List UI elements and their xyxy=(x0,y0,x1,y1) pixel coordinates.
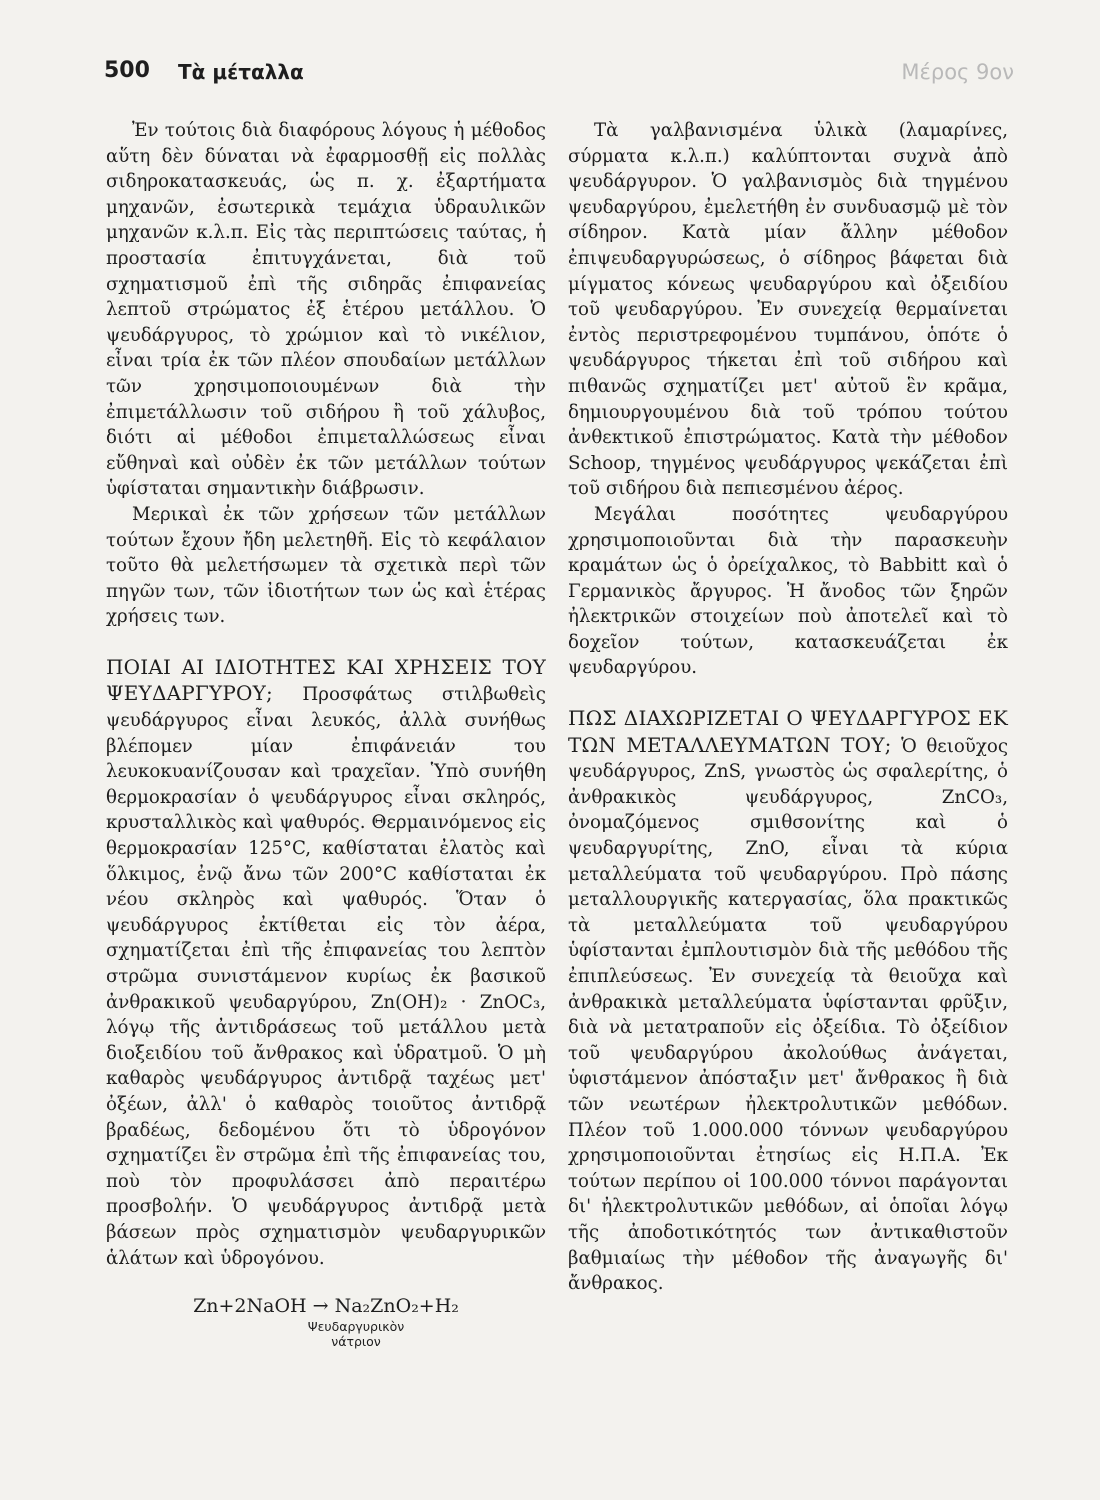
section-paragraph xyxy=(106,655,546,1271)
paragraph: Μερικαὶ ἐκ τῶν χρήσεων τῶν μετάλλων τούτων ἔχουν ἤδη μελετηθῆ. Εἰς τὸ κεφάλαιον τοῦτο θὰ μελετήσωμεν τὰ σχετικὰ περὶ τῶν πηγῶν των, τῶν ἰδιοτήτων των ὡς καὶ ἑτέρας χρήσεις των. xyxy=(106,503,546,628)
left-column xyxy=(106,118,546,1349)
paragraph: Τὰ γαλβανισμένα ὑλικὰ (λαμαρίνες, σύρματα κ.λ.π.) καλύπτονται συχνὰ ἀπὸ ψευδάργυρον. Ὁ γαλβανισμὸς διὰ τηγμένου ψευδαργύρου, ἐμελετήθη ἐν συνδυασμῷ μὲ τὸν σίδηρον. Κατὰ μίαν ἄλλην μέθοδον ἐπιψευδαργυρώσεως, ὁ σίδηρος βάφεται διὰ μίγματος κόνεως ψευδαργύρου καὶ ὀξειδίου τοῦ ψευδαργύρου. Ἐν συνεχείᾳ θερμαίνεται ἐντὸς περιστρεφομένου τυμπάνου, ὁπότε ὁ ψευδάργυρος τήκεται ἐπὶ τοῦ σιδήρου καὶ πιθανῶς σχηματίζει μετ' αὐτοῦ ἓν κρᾶμα, δημιουργουμένου διὰ τοῦ τρόπου τούτου ἀνθεκτικοῦ ἐπιστρώματος. Κατὰ τὴν μέθοδον Schoop, τηγμένος ψευδάργυρος ψεκάζεται ἐπὶ τοῦ σιδήρου διὰ πεπιεσμένου ἀέρος. xyxy=(568,120,1008,500)
section-heading: ΠΟΙΑΙ ΑΙ ΙΔΙΟΤΗΤΕΣ ΚΑΙ ΧΡΗΣΕΙΣ ΤΟΥ ΨΕΥΔΑΡΓΥΡΟΥ; xyxy=(106,654,546,706)
page-header xyxy=(104,58,1014,92)
section-text: Προσφάτως στιλβωθεὶς ψευδάργυρος εἶναι λευκός, ἀλλὰ συνήθως βλέπομεν μίαν ἐπιφάνειάν του λευκοκυανίζουσαν καὶ τραχεῖαν. Ὑπὸ συνήθη θερμοκρασίαν ὁ ψευδάργυρος εἶναι σκληρός, κρυσταλλικὸς καὶ ψαθυρός. Θερμαινόμενος εἰς θερμοκρασίαν 125°C, καθίσταται ἐλατὸς καὶ ὅλκιμος, ἐνῷ ἄνω τῶν 200°C καθίσταται ἐκ νέου σκληρὸς καὶ ψαθυρός. Ὅταν ὁ ψευδάργυρος ἐκτίθεται εἰς τὸν ἀέρα, σχηματίζεται ἐπὶ τῆς ἐπιφανείας του λεπτὸν στρῶμα συνιστάμενον κυρίως ἐκ βασικοῦ ἀνθρακικοῦ ψευδαργύρου, Zn(OH)₂ · ZnOC₃, λόγῳ τῆς ἀντιδράσεως τοῦ μετάλλου μετὰ διοξειδίου τοῦ ἄνθρακος καὶ ὑδρατμοῦ. Ὁ μὴ καθαρὸς ψευδάργυρος ἀντιδρᾷ ταχέως μετ' ὀξέων, ἀλλ' ὁ καθαρὸς τοιοῦτος ἀντιδρᾷ βραδέως, δεδομένου ὅτι τὸ ὑδρογόνον σχηματίζει ἓν στρῶμα ἐπὶ τῆς ἐπιφανείας του, ποὺ τὸν προφυλάσσει ἀπὸ περαιτέρω προσβολήν. Ὁ ψευδάργυρος ἀντιδρᾷ μετὰ βάσεων πρὸς σχηματισμὸν ψευδαργυρικῶν ἁλάτων καὶ ὑδρογόνου. xyxy=(106,684,546,1269)
paragraph: Μεγάλαι ποσότητες ψευδαργύρου χρησιμοποιοῦνται διὰ τὴν παρασκευὴν κραμάτων ὡς ὁ ὀρείχαλκος, τὸ Babbitt καὶ ὁ Γερμανικὸς ἄργυρος. Ἡ ἄνοδος τῶν ξηρῶν ἠλεκτρικῶν στοιχείων ποὺ ἀποτελεῖ καὶ τὸ δοχεῖον τούτων, κατασκευάζεται ἐκ ψευδαργύρου. xyxy=(568,503,1008,679)
part-label: Μέρος 9ον xyxy=(901,60,1014,84)
section-paragraph xyxy=(568,706,1008,1297)
chemical-equation: Zn+2NaOH → Na₂ZnO₂+H₂ xyxy=(193,1295,459,1318)
section-text: Ὁ θειοῦχος ψευδάργυρος, ZnS, γνωστὸς ὡς σφαλερίτης, ὁ ἀνθρακικὸς ψευδάργυρος, ZnCO₃, ὀνομαζόμενος σμιθσονίτης καὶ ὁ ψευδαργυρίτης, ZnO, εἶναι τὰ κύρια μεταλλεύματα τοῦ ψευδαργύρου. Πρὸ πάσης μεταλλουργικῆς κατεργασίας, ὅλα πρακτικῶς τὰ μεταλλεύματα τοῦ ψευδαργύρου ὑφίστανται ἐμπλουτισμὸν διὰ τῆς μεθόδου τῆς ἐπιπλεύσεως. Ἐν συνεχείᾳ τὰ θειοῦχα καὶ ἀνθρακικὰ μεταλλεύματα ὑφίστανται φρῦξιν, διὰ νὰ μετατραποῦν εἰς ὀξείδια. Τὸ ὀξείδιον τοῦ ψευδαργύρου ἀκολούθως ἀνάγεται, ὑφιστάμενον ἀπόσταξιν μετ' ἄνθρακος ἢ διὰ τῶν νεωτέρων ἠλεκτρολυτικῶν μεθόδων. Πλέον τοῦ 1.000.000 τόννων ψευδαργύρου χρησιμοποιοῦνται ἐτησίως εἰς Η.Π.Α. Ἐκ τούτων περίπου οἱ 100.000 τόννοι παράγονται δι' ἠλεκτρολυτικῶν μεθόδων, αἱ ὁποῖαι λόγῳ τῆς ἀποδοτικότητός των ἀντικαθιστοῦν βαθμιαίως τὴν μέθοδον τῆς ἀναγωγῆς δι' ἄνθρακος. xyxy=(568,735,1009,1295)
paragraph: Ἐν τούτοις διὰ διαφόρους λόγους ἡ μέθοδος αὕτη δὲν δύναται νὰ ἐφαρμοσθῇ εἰς πολλὰς σιδηροκατασκευάς, ὡς π. χ. ἐξαρτήματα μηχανῶν, ἐσωτερικὰ τεμάχια ὑδραυλικῶν μηχανῶν κ.λ.π. Εἰς τὰς περιπτώσεις ταύτας, ἡ προστασία ἐπιτυγχάνεται, διὰ τοῦ σχηματισμοῦ ἐπὶ τῆς σιδηρᾶς ἐπιφανείας λεπτοῦ στρώματος ἐξ ἑτέρου μετάλλου. Ὁ ψευδάργυρος, τὸ χρώμιον καὶ τὸ νικέλιον, εἶναι τρία ἐκ τῶν πλέον σπουδαίων μετάλλων τῶν χρησιμοποιουμένων διὰ τὴν ἐπιμετάλλωσιν τοῦ σιδήρου ἢ τοῦ χάλυβος, διότι αἱ μέθοδοι ἐπιμεταλλώσεως εἶναι εὔθηναὶ καὶ οὐδὲν ἐκ τῶν μετάλλων τούτων ὑφίσταται σημαντικὴν διάβρωσιν. xyxy=(106,120,546,500)
right-column xyxy=(568,118,1008,1297)
equation-caption xyxy=(166,1319,546,1349)
page-number: 500 xyxy=(104,58,150,83)
section-heading: ΠΩΣ ΔΙΑΧΩΡΙΖΕΤΑΙ Ο ΨΕΥΔΑΡΓΥΡΟΣ ΕΚ ΤΩΝ ΜΕΤΑΛΛΕΥΜΑΤΩΝ ΤΟΥ; xyxy=(568,706,1008,757)
equation-caption-line: Ψευδαργυρικὸν xyxy=(307,1319,405,1335)
running-title: Τὰ μέταλλα xyxy=(178,60,304,84)
equation-caption-line: νάτριον xyxy=(331,1334,381,1350)
